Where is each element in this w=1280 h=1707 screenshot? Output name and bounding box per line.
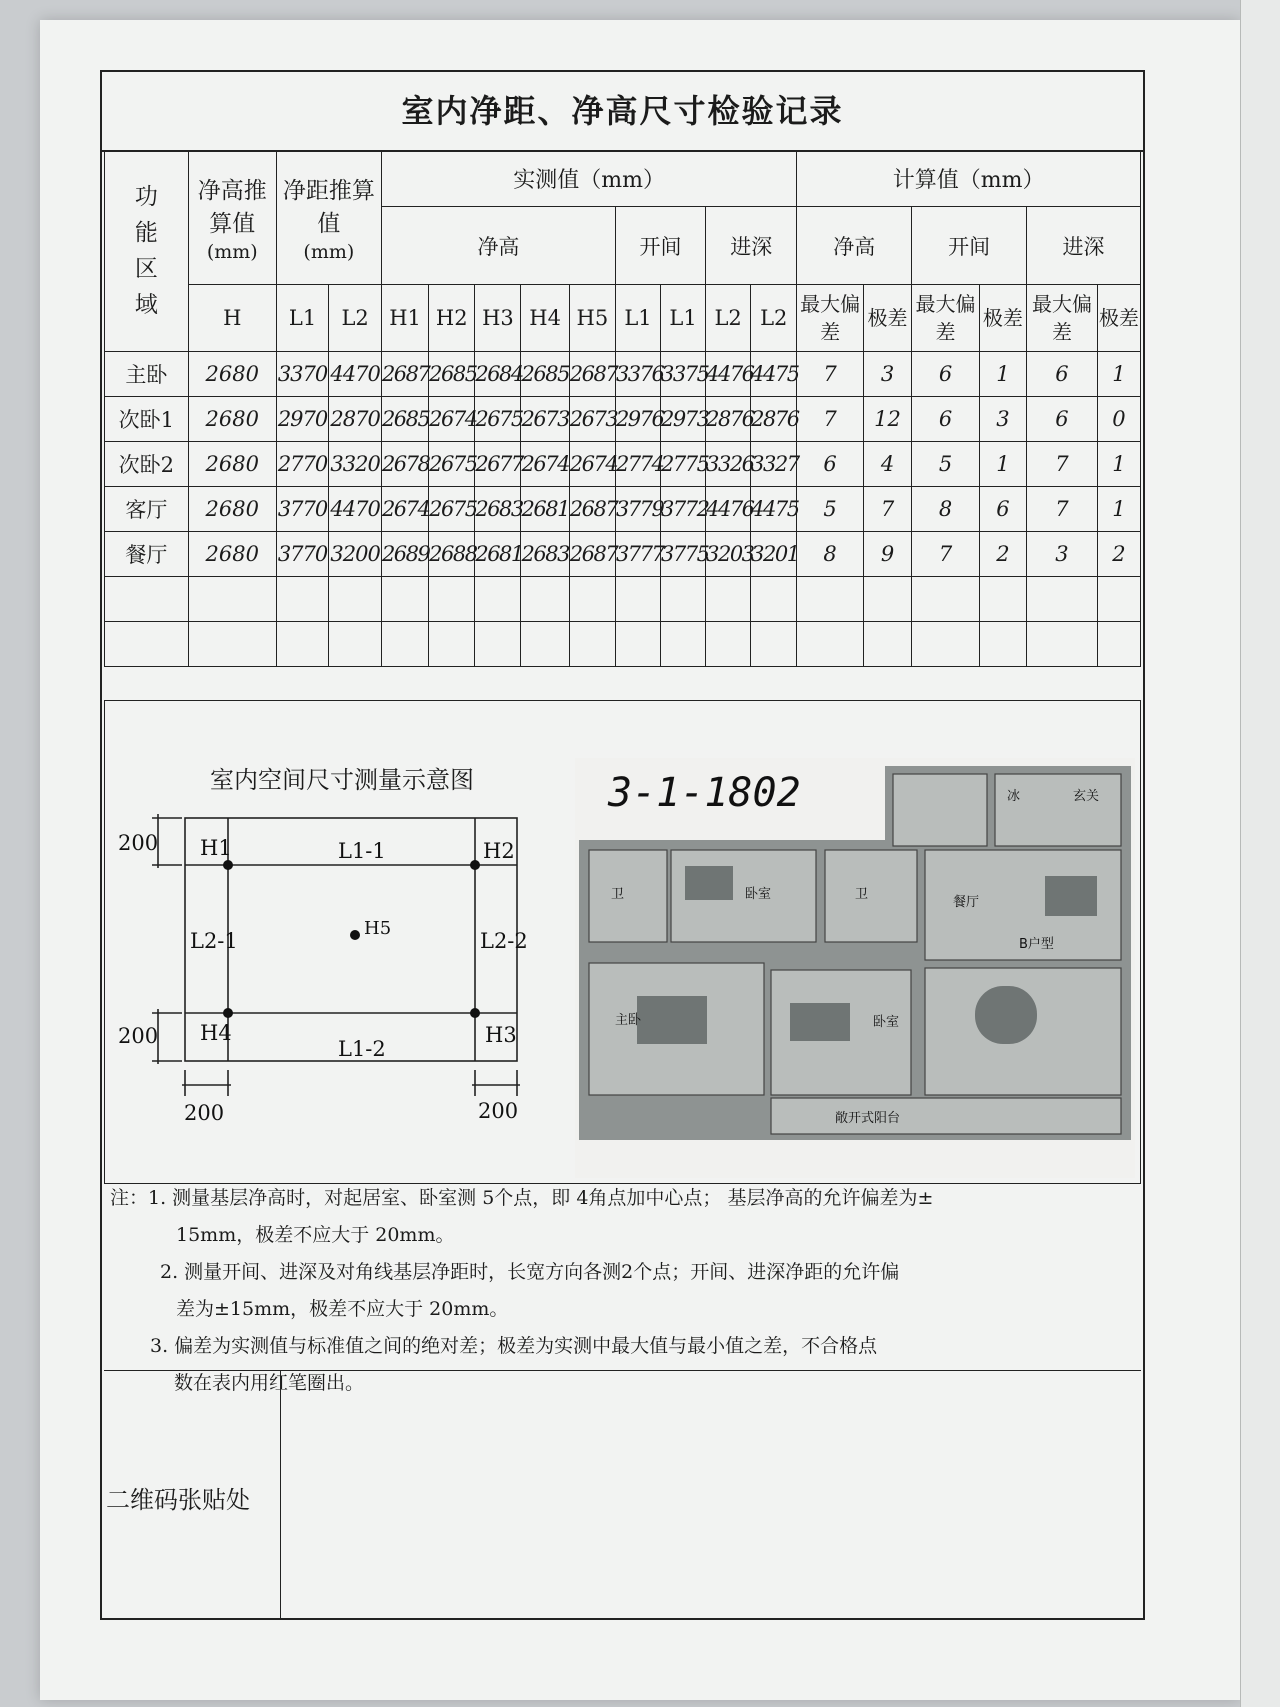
empty-cell [912,622,980,667]
note-3-cont: 数在表内用红笔圈出。 [174,1372,365,1394]
sub-h1: H1 [381,285,428,352]
cell-ddev: 6 [1027,397,1098,442]
cell-h5: 2674 [569,442,615,487]
empty-cell [381,577,428,622]
sub-h-range: 极差 [863,285,911,352]
empty-row [105,577,1141,622]
cell-hrange: 12 [863,397,911,442]
sub-l2b: L2 [751,285,797,352]
empty-cell [979,622,1026,667]
cell-hrange: 7 [863,487,911,532]
next-page-edge [1240,0,1280,1707]
sub-d-range: 极差 [1097,285,1140,352]
calculated-header: 计算值（mm） [797,151,1141,207]
cell-h1: 2689 [381,532,428,577]
cell-bdev: 7 [912,532,980,577]
empty-cell [797,577,864,622]
empty-cell [1027,622,1098,667]
empty-cell [615,622,660,667]
note-2: 2. 测量开间、进深及对角线基层净距时，长宽方向各测2个点；开间、进深净距的允许偏 [160,1261,900,1283]
point-h1: H1 [200,836,232,860]
cell-l2: 3320 [329,442,382,487]
plan-room-bath-1: 卫 [611,887,625,902]
empty-cell [105,622,189,667]
cell-hrange: 3 [863,352,911,397]
empty-cell [912,577,980,622]
empty-cell [1097,577,1140,622]
empty-cell [1097,622,1140,667]
cell-hdev: 7 [797,352,864,397]
notes-section [110,1180,1130,1402]
cell-ml2b: 4475 [751,352,797,397]
cell-drange: 0 [1097,397,1140,442]
point-h4: H4 [200,1021,232,1045]
cell-h5: 2687 [569,532,615,577]
cell-h5: 2687 [569,352,615,397]
empty-cell [188,577,276,622]
cell-h2: 2674 [429,397,475,442]
cell-brange: 2 [979,532,1026,577]
empty-cell [615,577,660,622]
measured-bay-header: 开间 [615,207,705,285]
plan-room-foyer: 玄关 [1073,789,1100,804]
inspection-table [104,150,1141,667]
cell-area: 餐厅 [105,532,189,577]
sub-l2: L2 [329,285,382,352]
empty-cell [661,622,706,667]
table-row [105,487,1141,532]
empty-cell [863,622,911,667]
point-h3: H3 [485,1023,517,1047]
cell-bdev: 6 [912,352,980,397]
cell-h: 2680 [188,352,276,397]
cell-ml2a: 3203 [706,532,751,577]
col-dist-est-header: 净距推算值 (mm) [276,151,381,285]
cell-area: 客厅 [105,487,189,532]
empty-cell [105,577,189,622]
cell-hdev: 7 [797,397,864,442]
table-row [105,352,1141,397]
cell-ml1a: 3779 [615,487,660,532]
measured-header: 实测值（mm） [381,151,796,207]
qr-sticker-area [104,1370,1141,1620]
cell-drange: 2 [1097,532,1140,577]
point-h5: H5 [364,918,392,939]
table-row [105,397,1141,442]
table-row [105,532,1141,577]
cell-h3: 2681 [475,532,521,577]
cell-area: 次卧2 [105,442,189,487]
diagram-title: 室内空间尺寸测量示意图 [210,766,474,794]
cell-h1: 2674 [381,487,428,532]
plan-room-master: 主卧 [615,1013,642,1028]
calc-height-header: 净高 [797,207,912,285]
cell-drange: 1 [1097,352,1140,397]
empty-cell [329,577,382,622]
cell-ml1b: 2973 [661,397,706,442]
cell-ml2a: 4476 [706,352,751,397]
cell-ddev: 7 [1027,487,1098,532]
empty-cell [276,622,329,667]
sub-h5: H5 [569,285,615,352]
dim-label-top: 200 [118,831,159,855]
cell-l1: 3770 [276,487,329,532]
cell-h: 2680 [188,442,276,487]
sub-h: H [188,285,276,352]
cell-area: 次卧1 [105,397,189,442]
empty-cell [863,577,911,622]
label-l1-2: L1-2 [338,1037,386,1061]
note-2-cont: 差为±15mm，极差不应大于 20mm。 [176,1298,509,1320]
sub-h4: H4 [521,285,569,352]
cell-ml2b: 2876 [751,397,797,442]
qr-divider [280,1370,281,1620]
cell-drange: 1 [1097,487,1140,532]
label-l2-1: L2-1 [190,929,238,953]
cell-ml1b: 2775 [661,442,706,487]
cell-brange: 1 [979,442,1026,487]
floor-plan-photo [575,758,1135,1178]
cell-l1: 2770 [276,442,329,487]
cell-ml2b: 3327 [751,442,797,487]
cell-h3: 2684 [475,352,521,397]
cell-h4: 2673 [521,397,569,442]
empty-cell [381,622,428,667]
empty-cell [751,622,797,667]
cell-l2: 4470 [329,487,382,532]
cell-h4: 2681 [521,487,569,532]
note-1: 注：1. 测量基层净高时，对起居室、卧室测 5个点，即 4角点加中心点； 基层净高的允许偏差为± [110,1187,934,1209]
empty-cell [706,622,751,667]
empty-cell [521,622,569,667]
calc-bay-header: 开间 [912,207,1027,285]
col-height-est-header: 净高推算值 (mm) [188,151,276,285]
cell-h1: 2678 [381,442,428,487]
empty-cell [276,577,329,622]
cell-h1: 2687 [381,352,428,397]
sub-b-maxdev: 最大偏差 [912,285,980,352]
cell-ml2a: 4476 [706,487,751,532]
empty-cell [661,577,706,622]
plan-unit-type: B户型 [1019,937,1054,952]
empty-cell [329,622,382,667]
sub-l1b: L1 [661,285,706,352]
cell-ddev: 6 [1027,352,1098,397]
empty-cell [979,577,1026,622]
cell-h2: 2685 [429,352,475,397]
empty-cell [521,577,569,622]
cell-hdev: 6 [797,442,864,487]
cell-bdev: 6 [912,397,980,442]
cell-l2: 2870 [329,397,382,442]
empty-cell [569,622,615,667]
cell-drange: 1 [1097,442,1140,487]
cell-h2: 2675 [429,442,475,487]
plan-room-bedroom-1: 卧室 [745,887,772,902]
cell-l1: 3370 [276,352,329,397]
cell-h: 2680 [188,532,276,577]
empty-cell [706,577,751,622]
cell-ml1a: 2976 [615,397,660,442]
dim-label-right: 200 [478,1099,519,1123]
empty-cell [569,577,615,622]
plan-room-dining: 餐厅 [953,895,980,910]
cell-ddev: 7 [1027,442,1098,487]
cell-h2: 2688 [429,532,475,577]
empty-cell [475,622,521,667]
cell-hdev: 8 [797,532,864,577]
cell-h: 2680 [188,487,276,532]
qr-label: 二维码张贴处 [106,1486,250,1514]
cell-h4: 2683 [521,532,569,577]
measured-depth-header: 进深 [706,207,797,285]
cell-h4: 2674 [521,442,569,487]
empty-cell [1027,577,1098,622]
plan-room-fridge: 冰 [1007,789,1021,804]
sub-l2a: L2 [706,285,751,352]
cell-h3: 2677 [475,442,521,487]
cell-l2: 4470 [329,352,382,397]
cell-h1: 2685 [381,397,428,442]
sub-d-maxdev: 最大偏差 [1027,285,1098,352]
cell-ml1a: 3376 [615,352,660,397]
dim-label-bottom: 200 [118,1024,159,1048]
cell-brange: 1 [979,352,1026,397]
cell-h3: 2683 [475,487,521,532]
empty-row [105,622,1141,667]
plan-room-bath-2: 卫 [855,887,869,902]
col-area-header: 功能区域 [105,151,189,352]
plan-room-balcony: 敞开式阳台 [835,1111,901,1126]
label-l2-2: L2-2 [480,929,528,953]
cell-ml2b: 4475 [751,487,797,532]
empty-cell [429,577,475,622]
empty-cell [751,577,797,622]
cell-brange: 3 [979,397,1026,442]
sub-l1: L1 [276,285,329,352]
sub-h-maxdev: 最大偏差 [797,285,864,352]
plan-room-bedroom-2: 卧室 [873,1015,900,1030]
empty-cell [188,622,276,667]
label-l1-1: L1-1 [338,839,386,863]
empty-cell [475,577,521,622]
unit-number: 3-1-1802 [608,770,801,816]
cell-h5: 2673 [569,397,615,442]
cell-ml1b: 3772 [661,487,706,532]
cell-bdev: 8 [912,487,980,532]
measurement-diagram [110,800,570,1130]
form-title: 室内净距、净高尺寸检验记录 [100,70,1145,152]
note-1-cont: 15mm，极差不应大于 20mm。 [176,1224,455,1246]
cell-ml1a: 2774 [615,442,660,487]
cell-ml1a: 3777 [615,532,660,577]
calc-depth-header: 进深 [1027,207,1141,285]
dim-label-left: 200 [184,1101,225,1125]
cell-l1: 3770 [276,532,329,577]
cell-hrange: 4 [863,442,911,487]
sub-h2: H2 [429,285,475,352]
cell-h5: 2687 [569,487,615,532]
cell-ml2a: 3326 [706,442,751,487]
cell-ddev: 3 [1027,532,1098,577]
measured-height-header: 净高 [381,207,615,285]
cell-ml1b: 3775 [661,532,706,577]
cell-hrange: 9 [863,532,911,577]
cell-h3: 2675 [475,397,521,442]
sub-h3: H3 [475,285,521,352]
cell-ml2a: 2876 [706,397,751,442]
cell-l2: 3200 [329,532,382,577]
point-h2: H2 [483,839,515,863]
cell-brange: 6 [979,487,1026,532]
cell-hdev: 5 [797,487,864,532]
cell-ml1b: 3375 [661,352,706,397]
cell-ml2b: 3201 [751,532,797,577]
note-3: 3. 偏差为实测值与标准值之间的绝对差；极差为实测中最大值与最小值之差，不合格点 [150,1335,878,1357]
cell-l1: 2970 [276,397,329,442]
empty-cell [797,622,864,667]
cell-area: 主卧 [105,352,189,397]
table-row [105,442,1141,487]
floor-plan-drawing [575,758,1135,1178]
cell-h2: 2675 [429,487,475,532]
sub-l1a: L1 [615,285,660,352]
cell-h: 2680 [188,397,276,442]
cell-h4: 2685 [521,352,569,397]
sub-b-range: 极差 [979,285,1026,352]
empty-cell [429,622,475,667]
cell-bdev: 5 [912,442,980,487]
